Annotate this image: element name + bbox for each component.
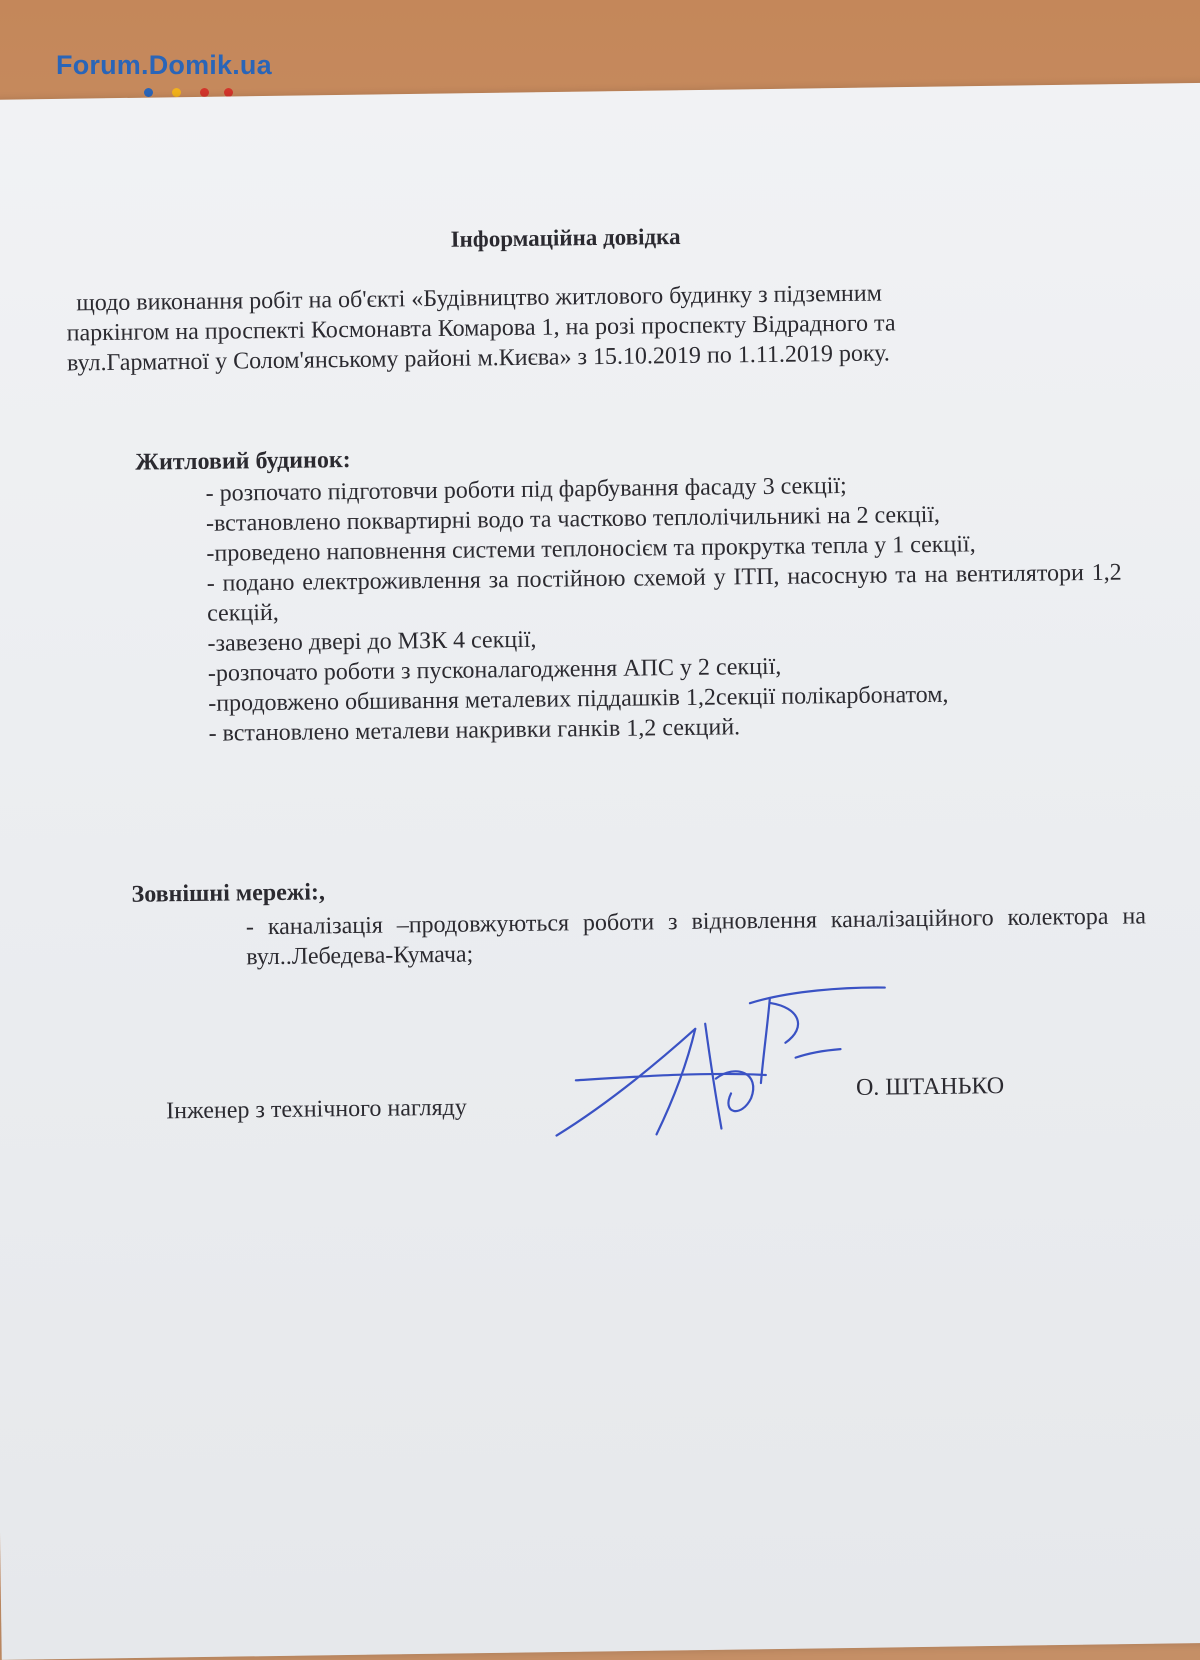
networks-work-list	[246, 901, 1147, 972]
list-item: -розпочато роботи з пусконалагодження АПС у 2 секції,	[207, 653, 782, 687]
list-item: - подано електроживлення за постійною схемой у ІТП, насосную та на вентилятори 1,2 секцій,	[206, 559, 1122, 627]
watermark-logo: Forum.Domik.ua	[56, 50, 272, 80]
intro-line: вул.Гарматної у Солом'янському районі м.Києва» з 15.10.2019 по 1.11.2019 року.	[66, 340, 890, 377]
section-heading-residential: Житловий будинок:	[135, 447, 351, 476]
signature-stroke	[555, 1029, 696, 1136]
document-intro	[66, 276, 1067, 378]
signature-stroke	[770, 1003, 798, 1043]
residential-work-list	[205, 468, 1123, 749]
document-title: Інформаційна довідка	[450, 223, 681, 252]
list-item: - каналізація –продовжуються роботи з відновлення каналізаційного колектора на вул..Лебедева-Кумача;	[245, 903, 1147, 971]
signature-stroke	[796, 1049, 841, 1058]
intro-line: паркінгом на проспекті Космонавта Комарова 1, на розі проспекту Відрадного та	[66, 310, 896, 347]
section-heading-networks: Зовнішні мережі:,	[131, 879, 326, 908]
signature-stroke	[760, 998, 771, 1083]
signature-stroke	[576, 1073, 766, 1080]
signer-position: Інженер з технічного нагляду	[166, 1094, 467, 1125]
list-item: -завезено двері до МЗК 4 секції,	[207, 626, 537, 657]
list-item: - встановлено металеви накривки ганків 1,2 секций.	[208, 714, 741, 747]
list-item: - розпочато підготовчи роботи під фарбування фасаду 3 секції;	[205, 472, 847, 507]
intro-line: щодо виконання робіт на об'єкті «Будівництво житлового будинку з підземним	[76, 280, 882, 317]
list-item: -проведено наповнення системи теплоносієм та прокрутка тепла у 1 секції,	[206, 531, 976, 567]
list-item: -продовжено обшивання металевих піддашків 1,2секції полікарбонатом,	[208, 681, 949, 717]
handwritten-signature	[545, 981, 907, 1155]
signer-name: О. ШТАНЬКО	[855, 1073, 1005, 1101]
list-item: -встановлено поквартирні водо та частково теплолічильникі на 2 секції,	[205, 501, 941, 537]
signature-stroke	[716, 1071, 754, 1111]
